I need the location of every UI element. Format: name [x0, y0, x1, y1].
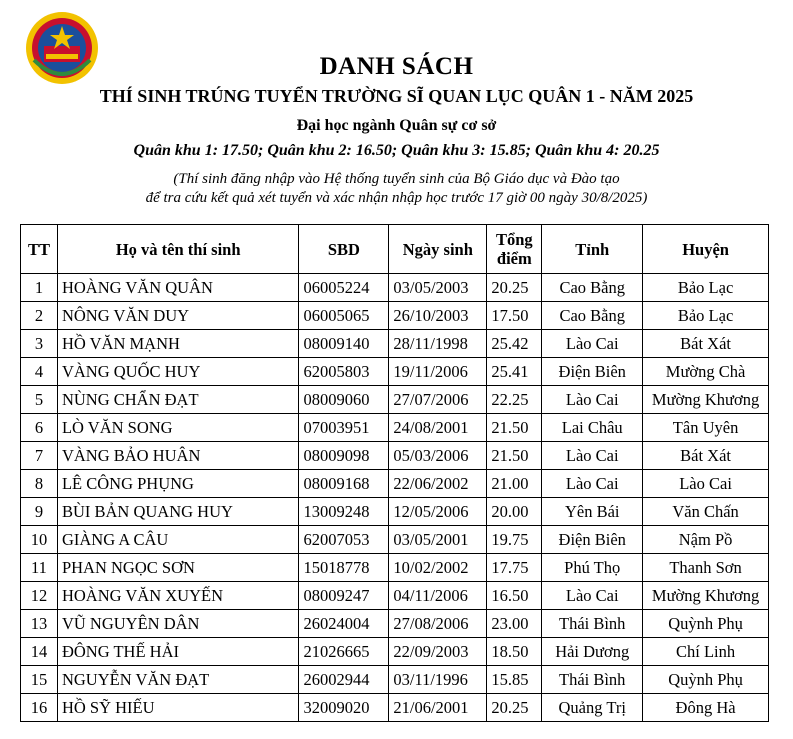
cell-dob: 10/02/2002 [389, 554, 487, 582]
cell-sbd: 06005224 [299, 274, 389, 302]
cell-tt: 11 [21, 554, 58, 582]
cell-province: Điện Biên [542, 358, 643, 386]
page-subtitle: THÍ SINH TRÚNG TUYỂN TRƯỜNG SĨ QUAN LỤC QUÂN 1 - NĂM 2025 [99, 86, 694, 106]
cell-name: PHAN NGỌC SƠN [57, 554, 298, 582]
cell-district: Văn Chấn [643, 498, 769, 526]
cell-tt: 14 [21, 638, 58, 666]
cell-province: Lào Cai [542, 582, 643, 610]
cell-tt: 8 [21, 470, 58, 498]
cell-sbd: 15018778 [299, 554, 389, 582]
cell-tt: 5 [21, 386, 58, 414]
cell-district: Bát Xát [643, 442, 769, 470]
cell-district: Thanh Sơn [643, 554, 769, 582]
cell-province: Lào Cai [542, 470, 643, 498]
table-row [21, 582, 769, 610]
cell-district: Đông Hà [643, 694, 769, 722]
cell-sbd: 08009247 [299, 582, 389, 610]
cell-sbd: 62007053 [299, 526, 389, 554]
cell-dob: 03/11/1996 [389, 666, 487, 694]
cell-name: BÙI BẢN QUANG HUY [57, 498, 298, 526]
cell-district: Quỳnh Phụ [643, 610, 769, 638]
cell-name: ĐÔNG THẾ HẢI [57, 638, 298, 666]
cell-dob: 22/09/2003 [389, 638, 487, 666]
cell-province: Lai Châu [542, 414, 643, 442]
cell-tt: 12 [21, 582, 58, 610]
page-title: DANH SÁCH [319, 53, 474, 80]
cell-province: Lào Cai [542, 442, 643, 470]
table-row [21, 330, 769, 358]
cell-province: Điện Biên [542, 526, 643, 554]
cell-score: 19.75 [487, 526, 542, 554]
cell-district: Mường Khương [643, 582, 769, 610]
table-row [21, 498, 769, 526]
table-row [21, 526, 769, 554]
cell-dob: 22/06/2002 [389, 470, 487, 498]
cell-province: Quảng Trị [542, 694, 643, 722]
cell-district: Nậm Pồ [643, 526, 769, 554]
cell-score: 23.00 [487, 610, 542, 638]
cell-dob: 03/05/2001 [389, 526, 487, 554]
cutoff-scores: Quân khu 1: 17.50; Quân khu 2: 16.50; Quân khu 3: 15.85; Quân khu 4: 20.25 [133, 142, 660, 159]
cell-name: VÀNG BẢO HUÂN [57, 442, 298, 470]
cell-score: 21.50 [487, 414, 542, 442]
cell-score: 21.00 [487, 470, 542, 498]
cell-score: 20.25 [487, 274, 542, 302]
cell-dob: 24/08/2001 [389, 414, 487, 442]
cell-score: 18.50 [487, 638, 542, 666]
cell-sbd: 26002944 [299, 666, 389, 694]
cell-name: VÀNG QUỐC HUY [57, 358, 298, 386]
cell-sbd: 08009168 [299, 470, 389, 498]
cell-score: 17.75 [487, 554, 542, 582]
note-line-2: để tra cứu kết quả xét tuyển và xác nhận nhập học trước 17 giờ 00 ngày 30/8/2025) [145, 190, 648, 206]
cell-name: GIÀNG A CÂU [57, 526, 298, 554]
cell-sbd: 32009020 [299, 694, 389, 722]
cell-sbd: 13009248 [299, 498, 389, 526]
cell-tt: 16 [21, 694, 58, 722]
header-sbd: SBD [299, 225, 389, 274]
cell-sbd: 07003951 [299, 414, 389, 442]
cell-sbd: 26024004 [299, 610, 389, 638]
cell-sbd: 08009098 [299, 442, 389, 470]
cell-score: 20.25 [487, 694, 542, 722]
cell-name: HOÀNG VĂN XUYẾN [57, 582, 298, 610]
cell-district: Mường Chà [643, 358, 769, 386]
cell-sbd: 21026665 [299, 638, 389, 666]
cell-score: 17.50 [487, 302, 542, 330]
cell-score: 25.41 [487, 358, 542, 386]
cell-tt: 3 [21, 330, 58, 358]
table-row [21, 554, 769, 582]
cell-tt: 15 [21, 666, 58, 694]
cell-dob: 26/10/2003 [389, 302, 487, 330]
cell-tt: 4 [21, 358, 58, 386]
results-table [20, 224, 769, 722]
header-dob: Ngày sinh [389, 225, 487, 274]
cell-sbd: 08009060 [299, 386, 389, 414]
cell-sbd: 62005803 [299, 358, 389, 386]
cell-score: 21.50 [487, 442, 542, 470]
major-heading: Đại học ngành Quân sự cơ sở [296, 117, 497, 134]
cell-name: LÊ CÔNG PHỤNG [57, 470, 298, 498]
cell-tt: 6 [21, 414, 58, 442]
cell-dob: 19/11/2006 [389, 358, 487, 386]
cell-dob: 05/03/2006 [389, 442, 487, 470]
cell-dob: 27/07/2006 [389, 386, 487, 414]
table-row [21, 694, 769, 722]
header-score: Tổng điểm [487, 225, 542, 274]
cell-province: Cao Bằng [542, 274, 643, 302]
cell-province: Thái Bình [542, 610, 643, 638]
cell-district: Tân Uyên [643, 414, 769, 442]
table-row [21, 470, 769, 498]
cell-district: Mường Khương [643, 386, 769, 414]
cell-province: Phú Thọ [542, 554, 643, 582]
cell-dob: 27/08/2006 [389, 610, 487, 638]
cell-province: Yên Bái [542, 498, 643, 526]
cell-name: HỒ VĂN MẠNH [57, 330, 298, 358]
cell-province: Thái Bình [542, 666, 643, 694]
cell-name: VŨ NGUYÊN DÂN [57, 610, 298, 638]
table-row [21, 610, 769, 638]
cell-district: Bảo Lạc [643, 302, 769, 330]
cell-district: Quỳnh Phụ [643, 666, 769, 694]
note-line-1: (Thí sinh đăng nhập vào Hệ thống tuyển sinh của Bộ Giáo dục và Đào tạo [173, 171, 620, 187]
cell-district: Chí Linh [643, 638, 769, 666]
cell-district: Lào Cai [643, 470, 769, 498]
cell-province: Lào Cai [542, 330, 643, 358]
table-row [21, 274, 769, 302]
cell-name: HỒ SỸ HIẾU [57, 694, 298, 722]
header-district: Huyện [643, 225, 769, 274]
table-row [21, 386, 769, 414]
cell-score: 16.50 [487, 582, 542, 610]
cell-dob: 04/11/2006 [389, 582, 487, 610]
table-header-row [21, 225, 769, 274]
cell-dob: 12/05/2006 [389, 498, 487, 526]
cell-sbd: 08009140 [299, 330, 389, 358]
cell-score: 15.85 [487, 666, 542, 694]
cell-province: Cao Bằng [542, 302, 643, 330]
cell-name: LÒ VĂN SONG [57, 414, 298, 442]
header-tt: TT [21, 225, 58, 274]
table-row [21, 666, 769, 694]
cell-district: Bát Xát [643, 330, 769, 358]
cell-sbd: 06005065 [299, 302, 389, 330]
table-row [21, 358, 769, 386]
cell-dob: 03/05/2003 [389, 274, 487, 302]
cell-province: Hải Dương [542, 638, 643, 666]
cell-province: Lào Cai [542, 386, 643, 414]
cell-score: 22.25 [487, 386, 542, 414]
cell-name: HOÀNG VĂN QUÂN [57, 274, 298, 302]
cell-name: NÔNG VĂN DUY [57, 302, 298, 330]
header-name: Họ và tên thí sinh [57, 225, 298, 274]
table-row [21, 302, 769, 330]
cell-tt: 9 [21, 498, 58, 526]
header-province: Tỉnh [542, 225, 643, 274]
cell-tt: 10 [21, 526, 58, 554]
cell-dob: 28/11/1998 [389, 330, 487, 358]
cell-tt: 1 [21, 274, 58, 302]
table-row [21, 442, 769, 470]
table-row [21, 414, 769, 442]
cell-district: Bảo Lạc [643, 274, 769, 302]
cell-name: NÙNG CHẨN ĐẠT [57, 386, 298, 414]
cell-name: NGUYỄN VĂN ĐẠT [57, 666, 298, 694]
cell-tt: 7 [21, 442, 58, 470]
cell-dob: 21/06/2001 [389, 694, 487, 722]
cell-score: 25.42 [487, 330, 542, 358]
cell-tt: 13 [21, 610, 58, 638]
table-row [21, 638, 769, 666]
cell-score: 20.00 [487, 498, 542, 526]
cell-tt: 2 [21, 302, 58, 330]
